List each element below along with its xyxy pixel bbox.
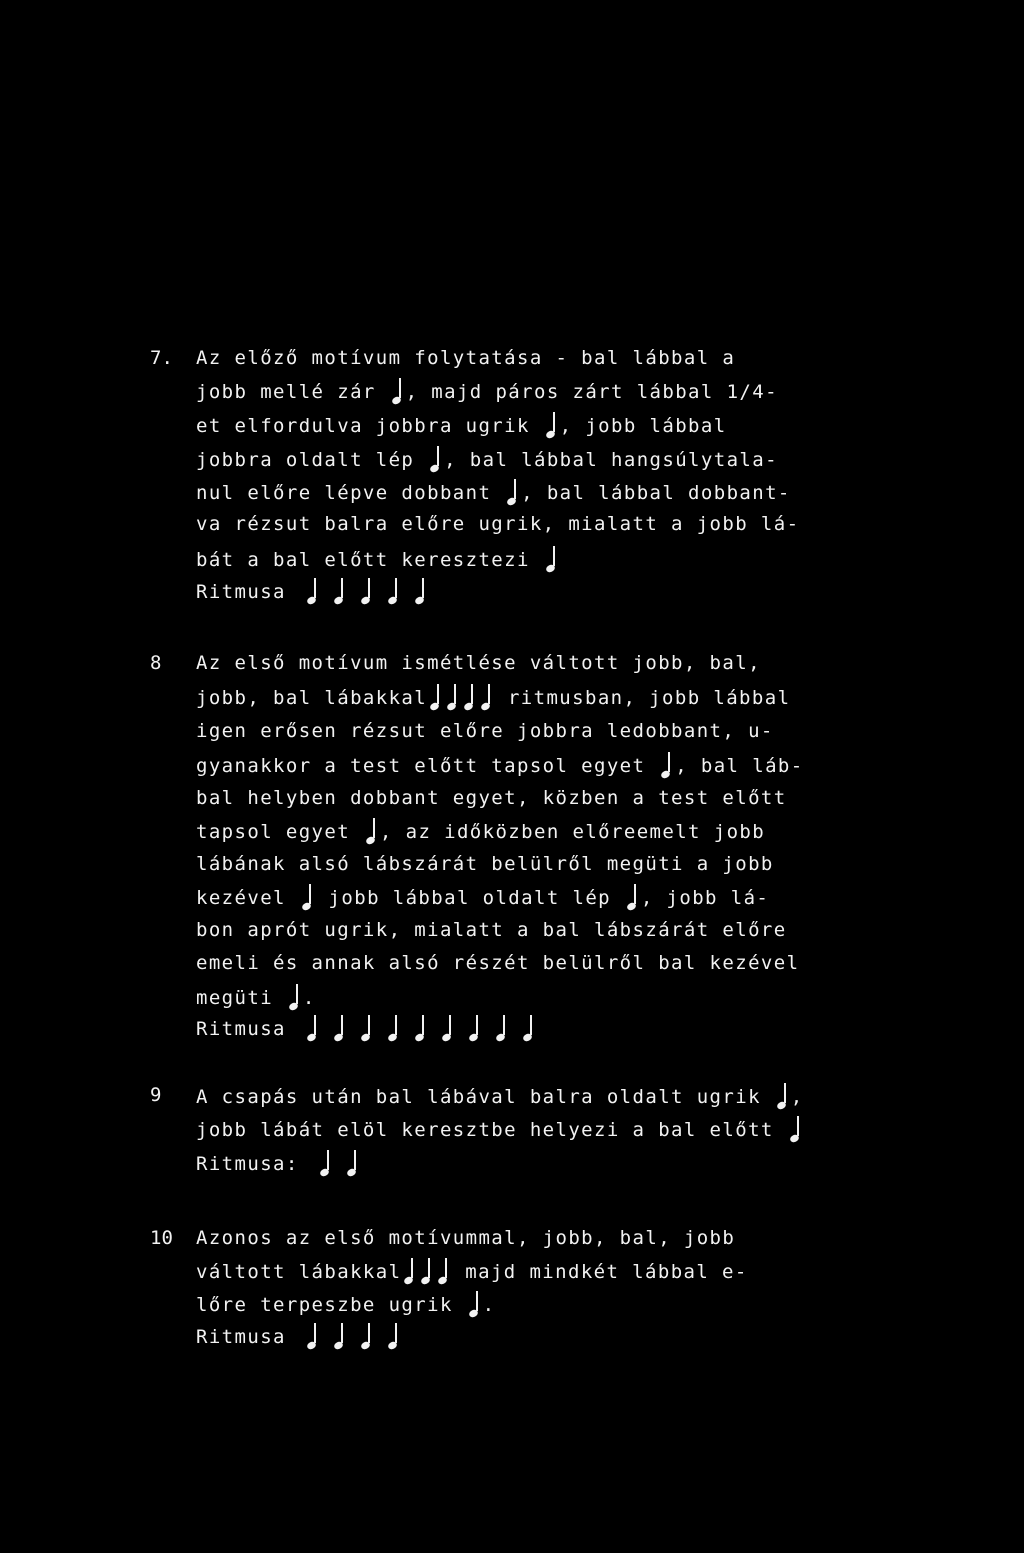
text-line: váltott lábakkal majd mindkét lábbal e-: [196, 1258, 748, 1284]
text-line: jobb, bal lábakkal ritmusban, jobb lábbal: [196, 684, 790, 710]
quarter-note-icon: [481, 684, 492, 710]
text-line: kezével jobb lábbal oldalt lép , jobb lá-: [196, 884, 769, 910]
quarter-note-icon: [661, 752, 672, 778]
rhythm-line: [196, 1015, 542, 1041]
quarter-note-icon: [777, 1083, 788, 1109]
quarter-note-icon: [523, 1015, 534, 1041]
section-number: 9: [150, 1084, 162, 1106]
text-line: A csapás után bal lábával balra oldalt ugrik ,: [196, 1083, 804, 1109]
rhythm-line: [196, 578, 434, 604]
quarter-note-icon: [430, 684, 441, 710]
text-line: va rézsut balra előre ugrik, mialatt a jobb lá-: [196, 513, 800, 535]
section-number: 10: [150, 1227, 173, 1249]
quarter-note-icon: [430, 446, 441, 472]
rhythm-line: [196, 1323, 407, 1349]
text-line: bát a bal előtt keresztezi: [196, 546, 560, 572]
text-line: et elfordulva jobbra ugrik , jobb lábbal: [196, 412, 727, 438]
text-line: bal helyben dobbant egyet, közben a test előtt: [196, 787, 787, 809]
quarter-note-icon: [546, 546, 557, 572]
quarter-note-icon: [347, 1150, 358, 1176]
text-line: jobbra oldalt lép , bal lábbal hangsúlytala-: [196, 446, 778, 472]
text-line: jobb mellé zár , majd páros zárt lábbal 1/4-: [196, 378, 778, 404]
rhythm-label: Ritmusa: [196, 581, 286, 603]
rhythm-line: [196, 1150, 366, 1176]
quarter-note-icon: [361, 1015, 372, 1041]
quarter-note-icon: [366, 818, 377, 844]
text-line: lábának alsó lábszárát belülről megüti a jobb: [196, 853, 774, 875]
quarter-note-icon: [302, 884, 313, 910]
quarter-note-icon: [289, 984, 300, 1010]
quarter-note-icon: [415, 578, 426, 604]
text-line: gyanakkor a test előtt tapsol egyet , bal láb-: [196, 752, 804, 778]
quarter-note-icon: [421, 1258, 432, 1284]
quarter-note-icon: [469, 1291, 480, 1317]
quarter-note-icon: [464, 684, 475, 710]
quarter-note-icon: [361, 578, 372, 604]
text-line: lőre terpeszbe ugrik .: [196, 1291, 495, 1317]
quarter-note-icon: [404, 1258, 415, 1284]
quarter-note-icon: [388, 578, 399, 604]
quarter-note-icon: [388, 1015, 399, 1041]
text-line: Az első motívum ismétlése váltott jobb, bal,: [196, 652, 761, 674]
quarter-note-icon: [388, 1323, 399, 1349]
quarter-note-icon: [469, 1015, 480, 1041]
quarter-note-icon: [790, 1116, 801, 1142]
text-line: tapsol egyet , az időközben előreemelt jobb: [196, 818, 765, 844]
quarter-note-icon: [392, 378, 403, 404]
text-line: nul előre lépve dobbant , bal lábbal dobbant-: [196, 479, 791, 505]
quarter-note-icon: [334, 1015, 345, 1041]
quarter-note-icon: [627, 884, 638, 910]
quarter-note-icon: [334, 1323, 345, 1349]
quarter-note-icon: [307, 578, 318, 604]
text-line: igen erősen rézsut előre jobbra ledobbant, u-: [196, 720, 774, 742]
text-line: Az előző motívum folytatása - bal lábbal a: [196, 347, 736, 369]
quarter-note-icon: [438, 1258, 449, 1284]
text-line: Azonos az első motívummal, jobb, bal, jobb: [196, 1227, 736, 1249]
text-line: emeli és annak alsó részét belülről bal kezével: [196, 952, 800, 974]
text-line: megüti .: [196, 984, 316, 1010]
rhythm-label: Ritmusa: [196, 1018, 286, 1040]
quarter-note-icon: [507, 479, 518, 505]
quarter-note-icon: [307, 1323, 318, 1349]
quarter-note-icon: [334, 578, 345, 604]
section-number: 8: [150, 652, 162, 674]
rhythm-label: Ritmusa:: [196, 1153, 299, 1175]
quarter-note-icon: [546, 412, 557, 438]
quarter-note-icon: [447, 684, 458, 710]
quarter-note-icon: [415, 1015, 426, 1041]
section-number: 7.: [150, 347, 173, 369]
quarter-note-icon: [361, 1323, 372, 1349]
text-line: jobb lábát elöl keresztbe helyezi a bal előtt: [196, 1116, 804, 1142]
quarter-note-icon: [496, 1015, 507, 1041]
quarter-note-icon: [307, 1015, 318, 1041]
quarter-note-icon: [320, 1150, 331, 1176]
text-line: bon aprót ugrik, mialatt a bal lábszárát előre: [196, 919, 787, 941]
quarter-note-icon: [442, 1015, 453, 1041]
rhythm-label: Ritmusa: [196, 1326, 286, 1348]
